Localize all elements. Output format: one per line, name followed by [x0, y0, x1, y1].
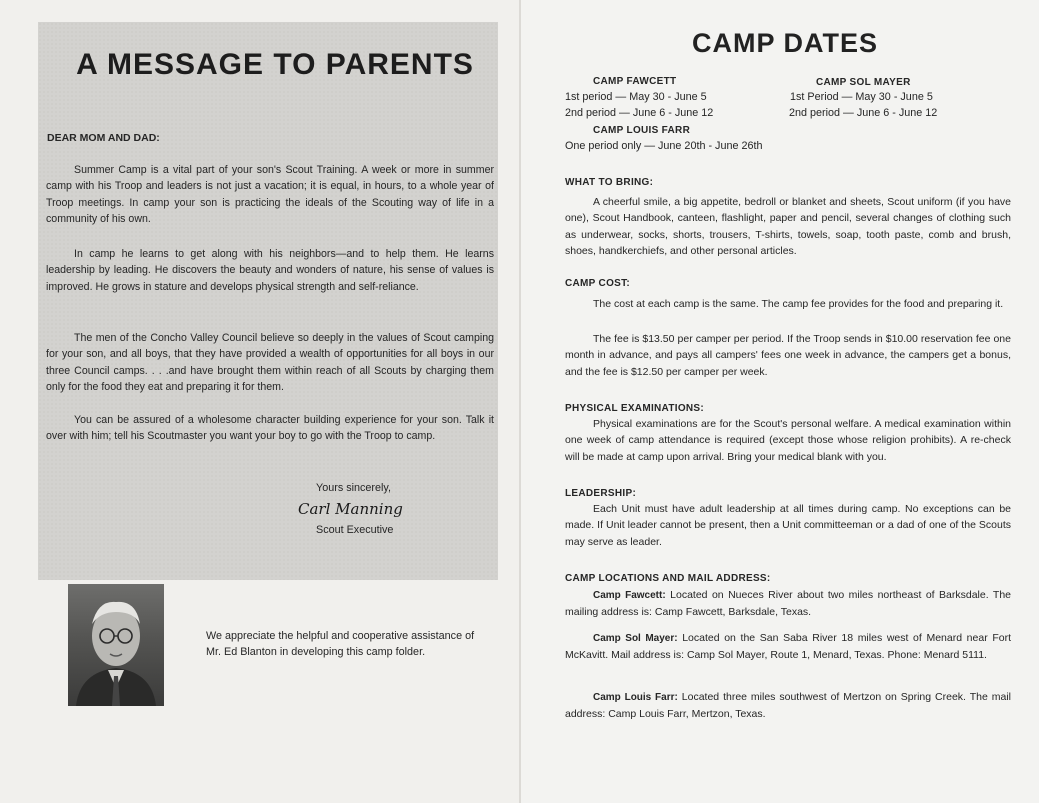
camp-dates-title: CAMP DATES [692, 28, 879, 58]
camp-sol-mayer-location [565, 630, 1011, 664]
message-paragraph-2: In camp he learns to get along with his neighbors—and to help them. He learns leadership by leading. He discovers the beauty and wonders of nature, his sense of values is improved. He grows in stature and develops physical strength and self-reliance. [46, 248, 494, 293]
camp-locations-heading: CAMP LOCATIONS AND MAIL ADDRESS: [565, 573, 771, 584]
camp-cost-heading: CAMP COST: [565, 278, 631, 289]
message-paragraph-4: You can be assured of a wholesome character building experience for your son. Talk it over with him; tell his Scoutmaster you want your boy to go with the Troop to camp. [46, 414, 494, 443]
camp-fawcett-period-1: 1st period — May 30 - June 5 [565, 91, 707, 103]
right-page [520, 0, 1039, 803]
camp-louis-farr-period: One period only — June 20th - June 26th [565, 140, 763, 152]
signer-title: Scout Executive [316, 524, 394, 536]
camp-sol-mayer-period-2: 2nd period — June 6 - June 12 [789, 107, 938, 119]
salutation: DEAR MOM AND DAD: [47, 132, 160, 144]
camp-louis-farr-location-text: Located three miles southwest of Mertzon on Spring Creek. The mail address: Camp Louis Farr, Mertzon, Texas. [565, 691, 1011, 721]
signature: Carl Manning [298, 500, 403, 518]
what-to-bring-text: A cheerful smile, a big appetite, bedroll or blanket and sheets, Scout uniform (if you have one), Scout Handbook, canteen, flashlight, paper and pencil, several changes of clothing such as underwear, socks, shorts, trousers, T-shirts, towels, soap, tooth paste, comb and brush, shoes, handkerchiefs, and other personal articles. [565, 196, 1011, 258]
portrait-photo [68, 584, 164, 706]
camp-fawcett-location-name: Camp Fawcett: [593, 590, 666, 601]
camp-fawcett-name: CAMP FAWCETT [593, 76, 677, 87]
message-panel [38, 22, 498, 580]
camp-fawcett-location-text: Located on Nueces River about two miles northeast of Barksdale. The mailing address is: Camp Fawcett, Barksdale, Texas. [565, 589, 1012, 619]
camp-sol-mayer-location-text: Located on the San Saba River 18 miles west of Menard near Fort McKavitt. Mail address is: Camp Sol Mayer, Route 1, Menard, Texas. Phone: Menard 5111. [565, 632, 1011, 662]
page-fold [519, 0, 521, 803]
what-to-bring-heading: WHAT TO BRING: [565, 177, 654, 188]
leadership-text: Each Unit must have adult leadership at all times during camp. No exceptions can be made. If Unit leader cannot be present, then a Unit committeeman or a dad of one of the Scouts may serve as leader. [565, 503, 1011, 548]
message-paragraph-1: Summer Camp is a vital part of your son's Scout Training. A week or more in summer camp with his Troop and leaders is not just a vacation; it is equal, in hours, to a whole year of Troop meetings. In camp your son is practicing the ideals of the Scouting way of life in a community of his own. [46, 164, 494, 226]
camp-sol-mayer-period-1: 1st Period — May 30 - June 5 [790, 91, 933, 103]
closing: Yours sincerely, [316, 482, 392, 494]
message-title: A MESSAGE TO PARENTS [76, 48, 474, 81]
physical-exam-heading: PHYSICAL EXAMINATIONS: [565, 403, 705, 414]
leadership-heading: LEADERSHIP: [565, 488, 637, 499]
camp-sol-mayer-location-name: Camp Sol Mayer: [593, 633, 678, 644]
camp-cost-text-1: The cost at each camp is the same. The camp fee provides for the food and preparing it. [593, 298, 1004, 310]
camp-louis-farr-location-name: Camp Louis Farr: [593, 692, 678, 703]
camp-sol-mayer-name: CAMP SOL MAYER [816, 77, 911, 88]
physical-exam-text: Physical examinations are for the Scout's personal welfare. A medical examination within one week of camp attendance is required (except those whose religion prohibits). A re-check will be made at camp upon arrival. Bring your medical blank with you. [565, 418, 1011, 463]
message-paragraph-3: The men of the Concho Valley Council believe so deeply in the values of Scout camping for your son, and all boys, that they have provided a wealth of opportunities for all boys in our three Council camps. . . .and have brought them within reach of all Scouts by charging them only for the food they eat and preparing it for them. [46, 332, 494, 394]
acknowledgement: We appreciate the helpful and cooperative assistance of Mr. Ed Blanton in developing this camp folder. [206, 630, 475, 658]
camp-louis-farr-location [565, 689, 1011, 723]
camp-louis-farr-name: CAMP LOUIS FARR [593, 125, 691, 136]
camp-fawcett-location [565, 587, 1011, 621]
camp-cost-text-2: The fee is $13.50 per camper per period. If the Troop sends in $10.00 reservation fee one month in advance, and pays all campers' fees one week in advance, the campers get a bonus, and the fee is $12.50 per camper per week. [565, 333, 1011, 378]
camp-fawcett-period-2: 2nd period — June 6 - June 12 [565, 107, 714, 119]
